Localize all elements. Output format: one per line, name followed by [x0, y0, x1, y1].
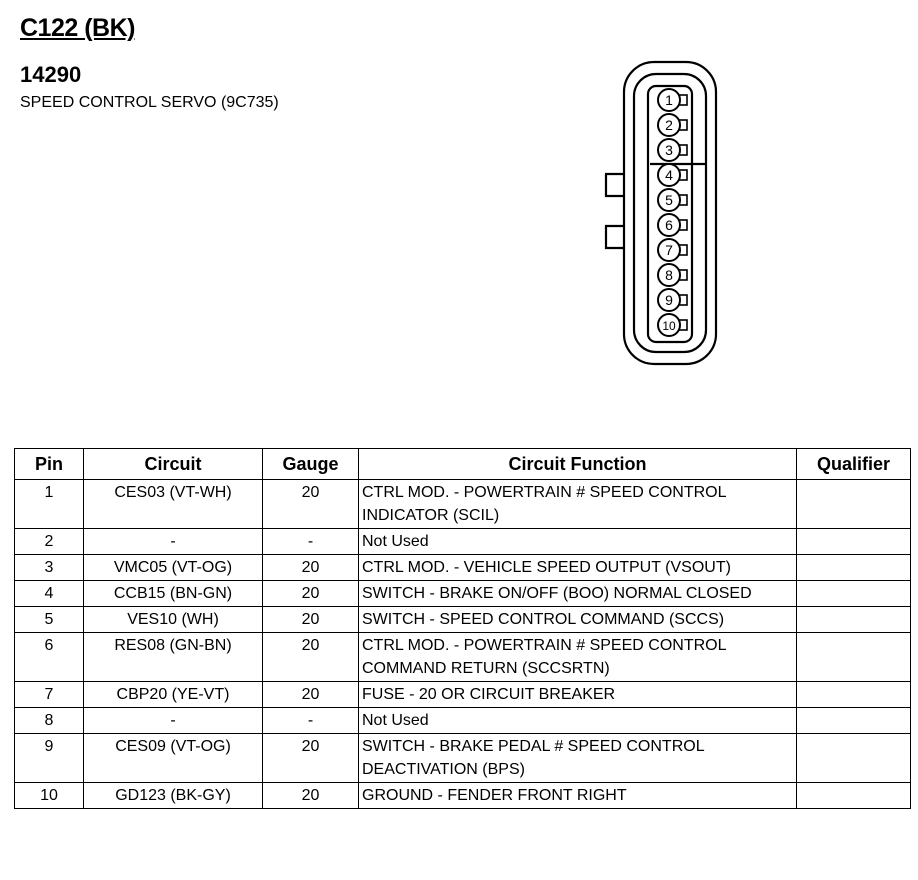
circuit-function: CTRL MOD. - VEHICLE SPEED OUTPUT (VSOUT)	[359, 555, 797, 581]
pin-label: 2	[665, 117, 673, 133]
pin-number: 7	[15, 682, 84, 708]
circuit-function: Not Used	[359, 708, 797, 734]
wire-gauge: 20	[263, 581, 359, 607]
pin-label: 10	[662, 319, 676, 333]
circuit-function: FUSE - 20 OR CIRCUIT BREAKER	[359, 682, 797, 708]
qualifier	[797, 708, 911, 734]
table-row	[15, 581, 911, 607]
pin-label: 7	[665, 242, 673, 258]
circuit-function: GROUND - FENDER FRONT RIGHT	[359, 783, 797, 809]
pin-number: 2	[15, 529, 84, 555]
wire-gauge: 20	[263, 682, 359, 708]
wire-gauge: 20	[263, 783, 359, 809]
pin-cavity-2	[658, 114, 687, 136]
table-row	[15, 734, 911, 783]
pin-table	[14, 448, 911, 809]
pin-cavity-9	[658, 289, 687, 311]
pin-number: 5	[15, 607, 84, 633]
pin-number: 4	[15, 581, 84, 607]
connector-title: C122 (BK)	[20, 14, 135, 42]
qualifier	[797, 783, 911, 809]
wire-gauge: 20	[263, 633, 359, 682]
pin-label: 3	[665, 142, 673, 158]
pin-number: 1	[15, 480, 84, 529]
table-row	[15, 633, 911, 682]
pin-cavity-7	[658, 239, 687, 261]
qualifier	[797, 607, 911, 633]
circuit-code: -	[84, 529, 263, 555]
pin-label: 1	[665, 92, 673, 108]
connector-latch-lower	[606, 226, 624, 248]
qualifier	[797, 529, 911, 555]
circuit-function: Not Used	[359, 529, 797, 555]
table-row	[15, 555, 911, 581]
wire-gauge: 20	[263, 555, 359, 581]
pin-number: 9	[15, 734, 84, 783]
circuit-function: SWITCH - SPEED CONTROL COMMAND (SCCS)	[359, 607, 797, 633]
pin-label: 8	[665, 267, 673, 283]
table-row	[15, 682, 911, 708]
pin-label: 6	[665, 217, 673, 233]
circuit-code: CBP20 (YE-VT)	[84, 682, 263, 708]
pin-number: 6	[15, 633, 84, 682]
pin-cavity-8	[658, 264, 687, 286]
circuit-code: CES03 (VT-WH)	[84, 480, 263, 529]
wire-gauge: 20	[263, 734, 359, 783]
table-row	[15, 708, 911, 734]
pin-label: 5	[665, 192, 673, 208]
circuit-function: SWITCH - BRAKE PEDAL # SPEED CONTROL DEACTIVATION (BPS)	[359, 734, 797, 783]
circuit-code: CES09 (VT-OG)	[84, 734, 263, 783]
header-qualifier: Qualifier	[797, 449, 911, 480]
pin-label: 9	[665, 292, 673, 308]
wire-gauge: -	[263, 529, 359, 555]
table-row	[15, 480, 911, 529]
pin-label: 4	[665, 167, 673, 183]
pin-cavity-6	[658, 214, 687, 236]
pin-cavity-5	[658, 189, 687, 211]
circuit-code: CCB15 (BN-GN)	[84, 581, 263, 607]
pin-number: 3	[15, 555, 84, 581]
circuit-code: -	[84, 708, 263, 734]
wire-gauge: -	[263, 708, 359, 734]
connector-description: SPEED CONTROL SERVO (9C735)	[20, 94, 279, 111]
circuit-function: CTRL MOD. - POWERTRAIN # SPEED CONTROL INDICATOR (SCIL)	[359, 480, 797, 529]
pin-cavity-3	[658, 139, 687, 161]
header-pin: Pin	[15, 449, 84, 480]
circuit-function: CTRL MOD. - POWERTRAIN # SPEED CONTROL COMMAND RETURN (SCCSRTN)	[359, 633, 797, 682]
header-circuit: Circuit	[84, 449, 263, 480]
table-row	[15, 529, 911, 555]
circuit-code: VMC05 (VT-OG)	[84, 555, 263, 581]
qualifier	[797, 480, 911, 529]
wire-gauge: 20	[263, 607, 359, 633]
header-gauge: Gauge	[263, 449, 359, 480]
pin-number: 10	[15, 783, 84, 809]
wire-gauge: 20	[263, 480, 359, 529]
circuit-code: VES10 (WH)	[84, 607, 263, 633]
qualifier	[797, 734, 911, 783]
qualifier	[797, 555, 911, 581]
circuit-function: SWITCH - BRAKE ON/OFF (BOO) NORMAL CLOSED	[359, 581, 797, 607]
header-function: Circuit Function	[359, 449, 797, 480]
pin-number: 8	[15, 708, 84, 734]
table-header-row	[15, 449, 911, 480]
pin-cavity-1	[658, 89, 687, 111]
qualifier	[797, 581, 911, 607]
pin-cavity-10	[658, 314, 687, 336]
qualifier	[797, 682, 911, 708]
connector-latch-upper	[606, 174, 624, 196]
qualifier	[797, 633, 911, 682]
pin-group	[658, 89, 687, 336]
table-row	[15, 783, 911, 809]
pin-cavity-4	[658, 164, 687, 186]
table-row	[15, 607, 911, 633]
circuit-code: GD123 (BK-GY)	[84, 783, 263, 809]
circuit-code: RES08 (GN-BN)	[84, 633, 263, 682]
part-number: 14290	[20, 62, 82, 87]
